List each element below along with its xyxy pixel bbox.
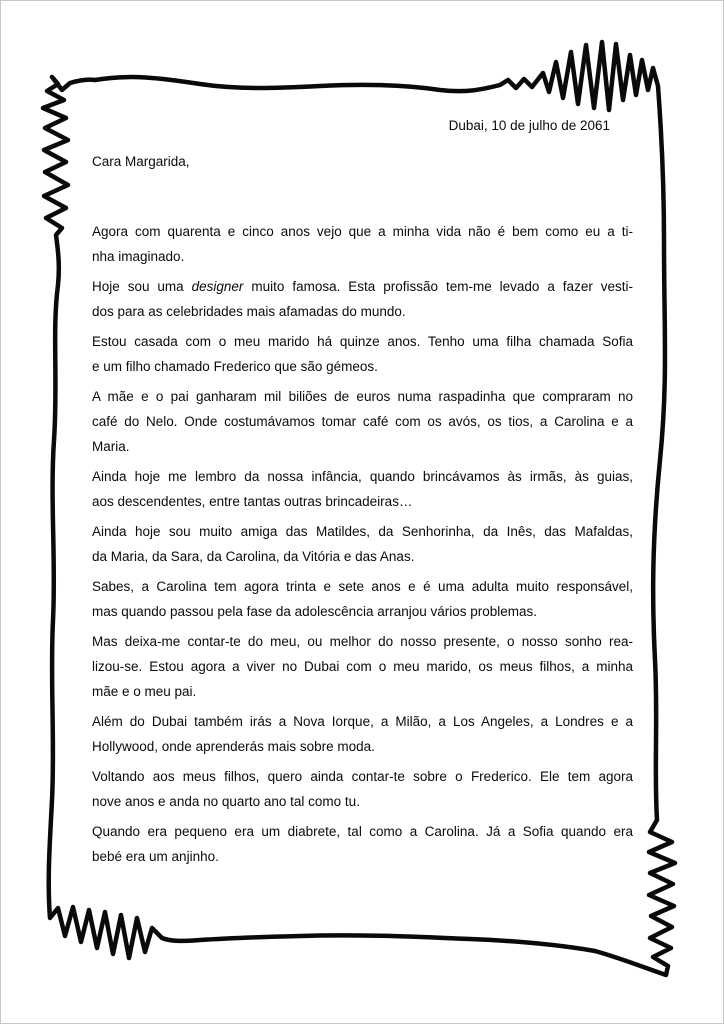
letter-line: Ainda hoje me lembro da nossa infância, quando brincávamos às irmãs, às guias,: [92, 469, 633, 484]
letter-line: Sabes, a Carolina tem agora trinta e sete anos e é uma adulta muito responsável,: [92, 579, 633, 594]
letter-paragraph: [92, 629, 633, 704]
letter-line: Mas deixa-me contar-te do meu, ou melhor do nosso presente, o nosso sonho rea-: [92, 634, 633, 649]
letter-paragraph: [92, 329, 633, 379]
letter-paragraph: [92, 219, 633, 269]
letter-line: Ainda hoje sou muito amiga das Matildes, da Senhorinha, da Inês, das Mafaldas,: [92, 524, 633, 539]
letter-body: [92, 219, 633, 869]
letter-line: bebé era um anjinho.: [92, 849, 219, 864]
letter-line: Quando era pequeno era um diabrete, tal como a Carolina. Já a Sofia quando era: [92, 824, 633, 839]
letter-line: A mãe e o pai ganharam mil biliões de euros numa raspadinha que compraram no: [92, 389, 633, 404]
letter-line: e um filho chamado Frederico que são gémeos.: [92, 359, 378, 374]
letter-line: Hoje sou uma designer muito famosa. Esta profissão tem-me levado a fazer vesti-: [92, 279, 633, 294]
letter-paragraph: [92, 819, 633, 869]
letter-date: Dubai, 10 de julho de 2061: [448, 118, 610, 133]
letter-line: aos descendentes, entre tantas outras brincadeiras…: [92, 494, 413, 509]
letter-paragraph: [92, 464, 633, 514]
letter-paragraph: [92, 709, 633, 759]
letter-salutation: Cara Margarida,: [92, 154, 190, 169]
letter-line: da Maria, da Sara, da Carolina, da Vitória e das Anas.: [92, 549, 415, 564]
letter-line: mãe e o meu pai.: [92, 684, 197, 699]
letter-line: Maria.: [92, 439, 130, 454]
letter-paragraph: [92, 519, 633, 569]
letter-line: nove anos e anda no quarto ano tal como tu.: [92, 794, 360, 809]
letter-line: Estou casada com o meu marido há quinze anos. Tenho uma filha chamada Sofia: [92, 334, 633, 349]
letter-paragraph: [92, 574, 633, 624]
letter-line: nha imaginado.: [92, 249, 185, 264]
letter-line: dos para as celebridades mais afamadas do mundo.: [92, 304, 406, 319]
letter-line: café do Nelo. Onde costumávamos tomar café com os avós, os tios, a Carolina e a: [92, 414, 633, 429]
letter-line: lizou-se. Estou agora a viver no Dubai com o meu marido, os meus filhos, a minha: [92, 659, 633, 674]
letter-paragraph: [92, 764, 633, 814]
letter-line: Voltando aos meus filhos, quero ainda contar-te sobre o Frederico. Ele tem agora: [92, 769, 633, 784]
letter-line: Além do Dubai também irás a Nova Iorque, a Milão, a Los Angeles, a Londres e a: [92, 714, 633, 729]
letter-line: Hollywood, onde aprenderás mais sobre moda.: [92, 739, 375, 754]
letter-content: [92, 113, 633, 874]
letter-line: mas quando passou pela fase da adolescência arranjou vários problemas.: [92, 604, 538, 619]
letter-paragraph: [92, 274, 633, 324]
letter-paragraph: [92, 384, 633, 459]
letter-line: Agora com quarenta e cinco anos vejo que a minha vida não é bem como eu a ti-: [92, 224, 633, 239]
